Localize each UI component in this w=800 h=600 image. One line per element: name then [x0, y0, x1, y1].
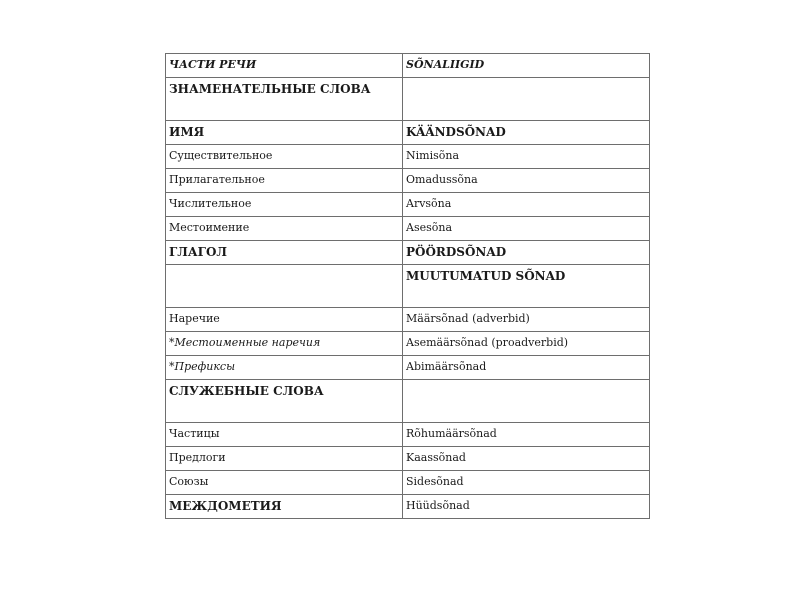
row-ru-cell: МЕЖДОМЕТИЯ	[166, 495, 403, 519]
row-ru-cell	[166, 265, 403, 308]
row-et-cell	[403, 380, 650, 423]
row-ru-cell: *Местоименные наречия	[166, 332, 403, 356]
table-row	[166, 265, 650, 308]
table-row	[166, 217, 650, 241]
row-ru-cell: Союзы	[166, 471, 403, 495]
header-parts-of-speech: ЧАСТИ РЕЧИ	[166, 54, 403, 78]
header-sonaliigid: SÕNALIIGID	[403, 54, 650, 78]
row-et-cell: Sidesõnad	[403, 471, 650, 495]
row-et-cell: Asemäärsõnad (proadverbid)	[403, 332, 650, 356]
table-row	[166, 169, 650, 193]
row-ru-cell: Прилагательное	[166, 169, 403, 193]
table-row	[166, 193, 650, 217]
table-header-row	[166, 54, 650, 78]
table-row	[166, 332, 650, 356]
table-row	[166, 380, 650, 423]
row-et-cell: MUUTUMATUD SÕNAD	[403, 265, 650, 308]
row-et-cell: Asesõna	[403, 217, 650, 241]
row-ru-cell: Частицы	[166, 423, 403, 447]
row-et-cell: Omadussõna	[403, 169, 650, 193]
row-et-cell: KÄÄNDSÕNAD	[403, 121, 650, 145]
row-ru-cell: Местоимение	[166, 217, 403, 241]
parts-of-speech-table	[165, 53, 650, 519]
row-ru-cell: Числительное	[166, 193, 403, 217]
row-ru-cell: ГЛАГОЛ	[166, 241, 403, 265]
row-ru-cell: Наречие	[166, 308, 403, 332]
row-et-cell	[403, 78, 650, 121]
table-row	[166, 78, 650, 121]
row-et-cell: Kaassõnad	[403, 447, 650, 471]
table-row	[166, 241, 650, 265]
row-et-cell: Abimäärsõnad	[403, 356, 650, 380]
row-et-cell: Arvsõna	[403, 193, 650, 217]
row-et-cell: Määrsõnad (adverbid)	[403, 308, 650, 332]
row-ru-cell: ЗНАМЕНАТЕЛЬНЫЕ СЛОВА	[166, 78, 403, 121]
table-row	[166, 356, 650, 380]
table-row	[166, 471, 650, 495]
row-et-cell: Hüüdsõnad	[403, 495, 650, 519]
row-et-cell: Nimisõna	[403, 145, 650, 169]
table-row	[166, 495, 650, 519]
row-ru-cell: Предлоги	[166, 447, 403, 471]
row-ru-cell: *Префиксы	[166, 356, 403, 380]
row-et-cell: Rõhumäärsõnad	[403, 423, 650, 447]
row-ru-cell: Существительное	[166, 145, 403, 169]
table-row	[166, 145, 650, 169]
row-et-cell: PÖÖRDSÕNAD	[403, 241, 650, 265]
row-ru-cell: СЛУЖЕБНЫЕ СЛОВА	[166, 380, 403, 423]
table-row	[166, 447, 650, 471]
table-row	[166, 121, 650, 145]
table-row	[166, 308, 650, 332]
table-row	[166, 423, 650, 447]
row-ru-cell: ИМЯ	[166, 121, 403, 145]
